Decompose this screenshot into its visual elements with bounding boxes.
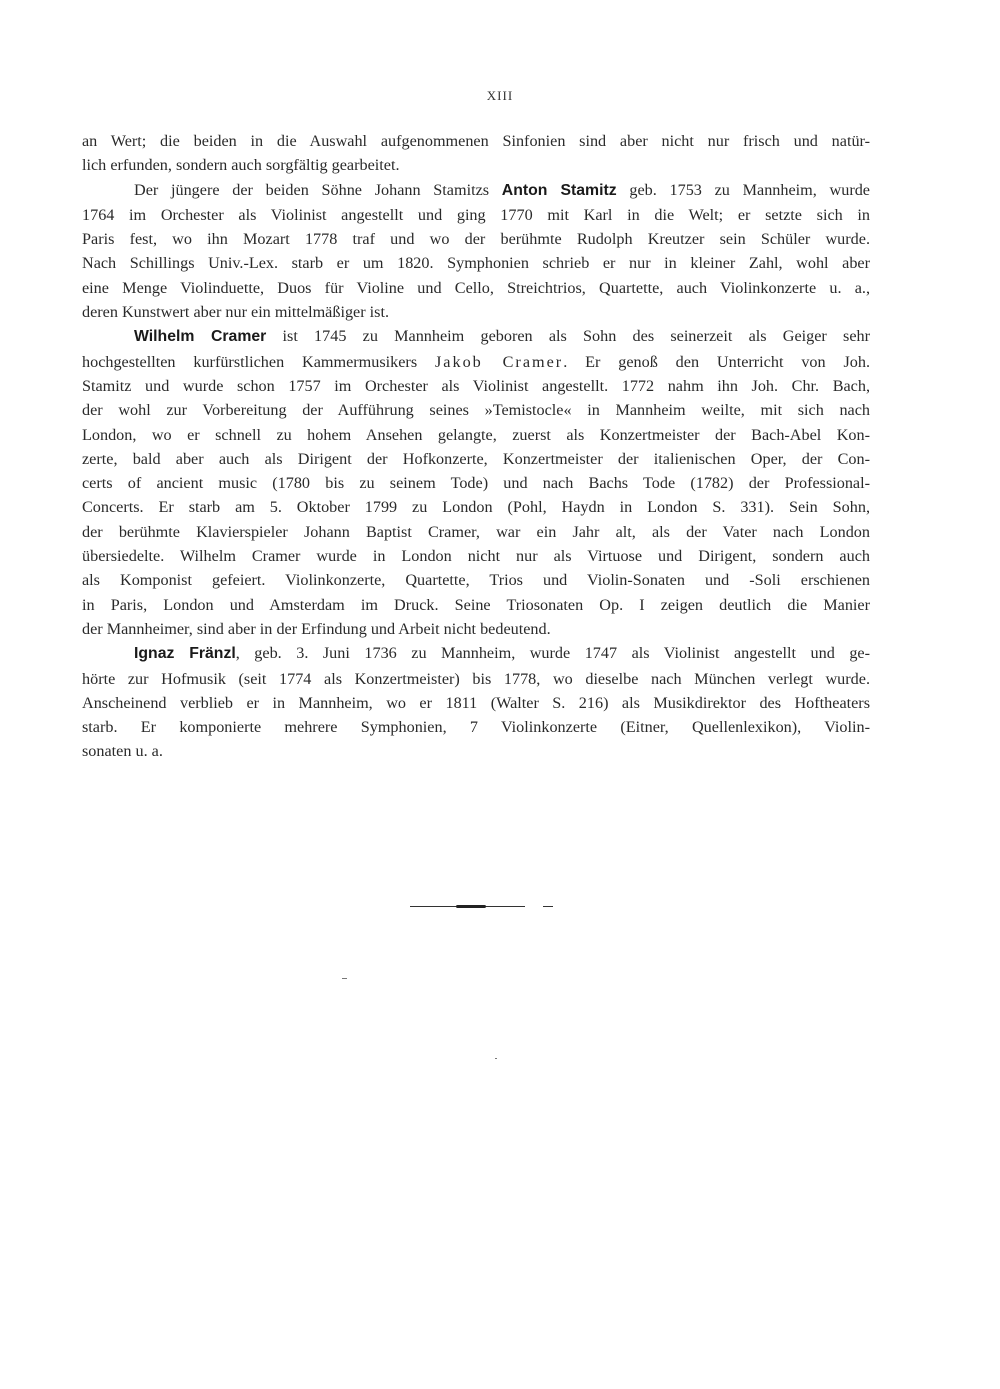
text-line: starb. Er komponierte mehrere Symphonien, 7 Violinkonzerte (Eitner, Quellenlexikon), Violin- <box>82 718 870 737</box>
ornament-dash <box>543 906 553 907</box>
end-ornament-rule <box>410 906 560 912</box>
person-name: Ignaz Fränzl <box>134 645 236 663</box>
text-line: deren Kunstwert aber nur ein mittelmäßiger ist. <box>82 303 390 322</box>
text-line: 1764 im Orchester als Violinist angestellt und ging 1770 mit Karl in die Welt; er setzte sich in <box>82 205 870 224</box>
text-line: an Wert; die beiden in die Auswahl aufgenommenen Sinfonien sind aber nicht nur frisch und natür- <box>82 132 870 150</box>
paragraph-sinfonien-conclusion <box>82 129 870 178</box>
text-line <box>82 178 870 203</box>
paragraph-ignaz-fraenzl <box>82 641 870 763</box>
text-line: hörte zur Hofmusik (seit 1774 als Konzertmeister) bis 1778, wo dieselbe nach München verlegt wurde. <box>82 669 870 688</box>
text-line: zerte, bald aber auch als Dirigent der Hofkonzerte, Konzertmeister der italienischen Oper, der Con- <box>82 449 870 468</box>
person-name: Wilhelm Cramer <box>134 328 267 346</box>
text-line: Stamitz und wurde schon 1757 im Orchester als Violinist angestellt. 1772 nahm ihn Joh. Chr. Bach, <box>82 376 870 395</box>
text-fragment: hochgestellten kurfürstlichen Kammermusikers <box>82 352 435 371</box>
text-line: übersiedelte. Wilhelm Cramer wurde in London nicht nur als Virtuose und Dirigent, sondern auch <box>82 547 870 566</box>
text-fragment: . Er genoß den Unterricht von Joh. <box>563 352 870 371</box>
text-line <box>82 324 870 349</box>
text-line: Nach Schillings Univ.-Lex. starb er um 1820. Symphonien schrieb er nur in kleiner Zahl, wohl aber <box>82 254 870 273</box>
text-line: der berühmte Klavierspieler Johann Baptist Cramer, war ein Jahr alt, als der Vater nach London <box>82 522 870 541</box>
paragraph-anton-stamitz <box>82 178 870 325</box>
paragraph-wilhelm-cramer <box>82 324 870 641</box>
text-line: sonaten u. a. <box>82 742 163 761</box>
text-line: London, wo er schnell zu hohem Ansehen gelangte, zuerst als Konzertmeister der Bach-Abel Kon- <box>82 425 870 444</box>
text-fragment: Der jüngere der beiden Söhne Johann Stamitzs <box>134 180 502 199</box>
ornament-swell <box>456 905 486 908</box>
text-line: eine Menge Violinduette, Duos für Violine und Cello, Streichtrios, Quartette, auch Violinkonzerte u. a., <box>82 278 870 297</box>
text-fragment: , geb. 3. Juni 1736 zu Mannheim, wurde 1747 als Violinist angestellt und ge- <box>235 644 870 663</box>
text-line: Anscheinend verblieb er in Mannheim, wo er 1811 (Walter S. 216) als Musikdirektor des Hoftheaters <box>82 693 870 712</box>
text-line: der Mannheimer, sind aber in der Erfindung und Arbeit nicht bedeutend. <box>82 619 551 638</box>
text-line <box>82 350 870 374</box>
text-fragment: ist 1745 zu Mannheim geboren als Sohn des seinerzeit als Geiger sehr <box>266 327 870 346</box>
text-line: als Komponist gefeiert. Violinkonzerte, Quartette, Trios und Violin-Sonaten und -Soli erschienen <box>82 571 870 590</box>
text-line: in Paris, London und Amsterdam im Druck. Seine Triosonaten Op. I zeigen deutlich die Manier <box>82 595 870 614</box>
text-line: Paris fest, wo ihn Mozart 1778 traf und wo der berühmte Rudolph Kreutzer sein Schüler wurde. <box>82 230 870 249</box>
text-line: lich erfunden, sondern auch sorgfältig gearbeitet. <box>82 156 400 175</box>
body-text <box>82 129 870 764</box>
text-line: certs of ancient music (1780 bis zu seinem Tode) und nach Bachs Tode (1782) der Professional- <box>82 474 870 493</box>
scan-speck <box>495 1058 497 1059</box>
spaced-person-name: Jakob Cramer <box>435 352 564 371</box>
scan-speck <box>342 978 347 979</box>
text-line: Concerts. Er starb am 5. Oktober 1799 zu London (Pohl, Haydn in London S. 331). Sein Sohn, <box>82 498 870 517</box>
page-number: XIII <box>486 88 514 103</box>
person-name: Anton Stamitz <box>501 181 617 199</box>
text-line <box>82 641 870 666</box>
text-fragment: geb. 1753 zu Mannheim, wurde <box>616 180 870 199</box>
text-line: der wohl zur Vorbereitung der Aufführung seines »Temistocle« in Mannheim weilte, mit sich nach <box>82 401 870 420</box>
